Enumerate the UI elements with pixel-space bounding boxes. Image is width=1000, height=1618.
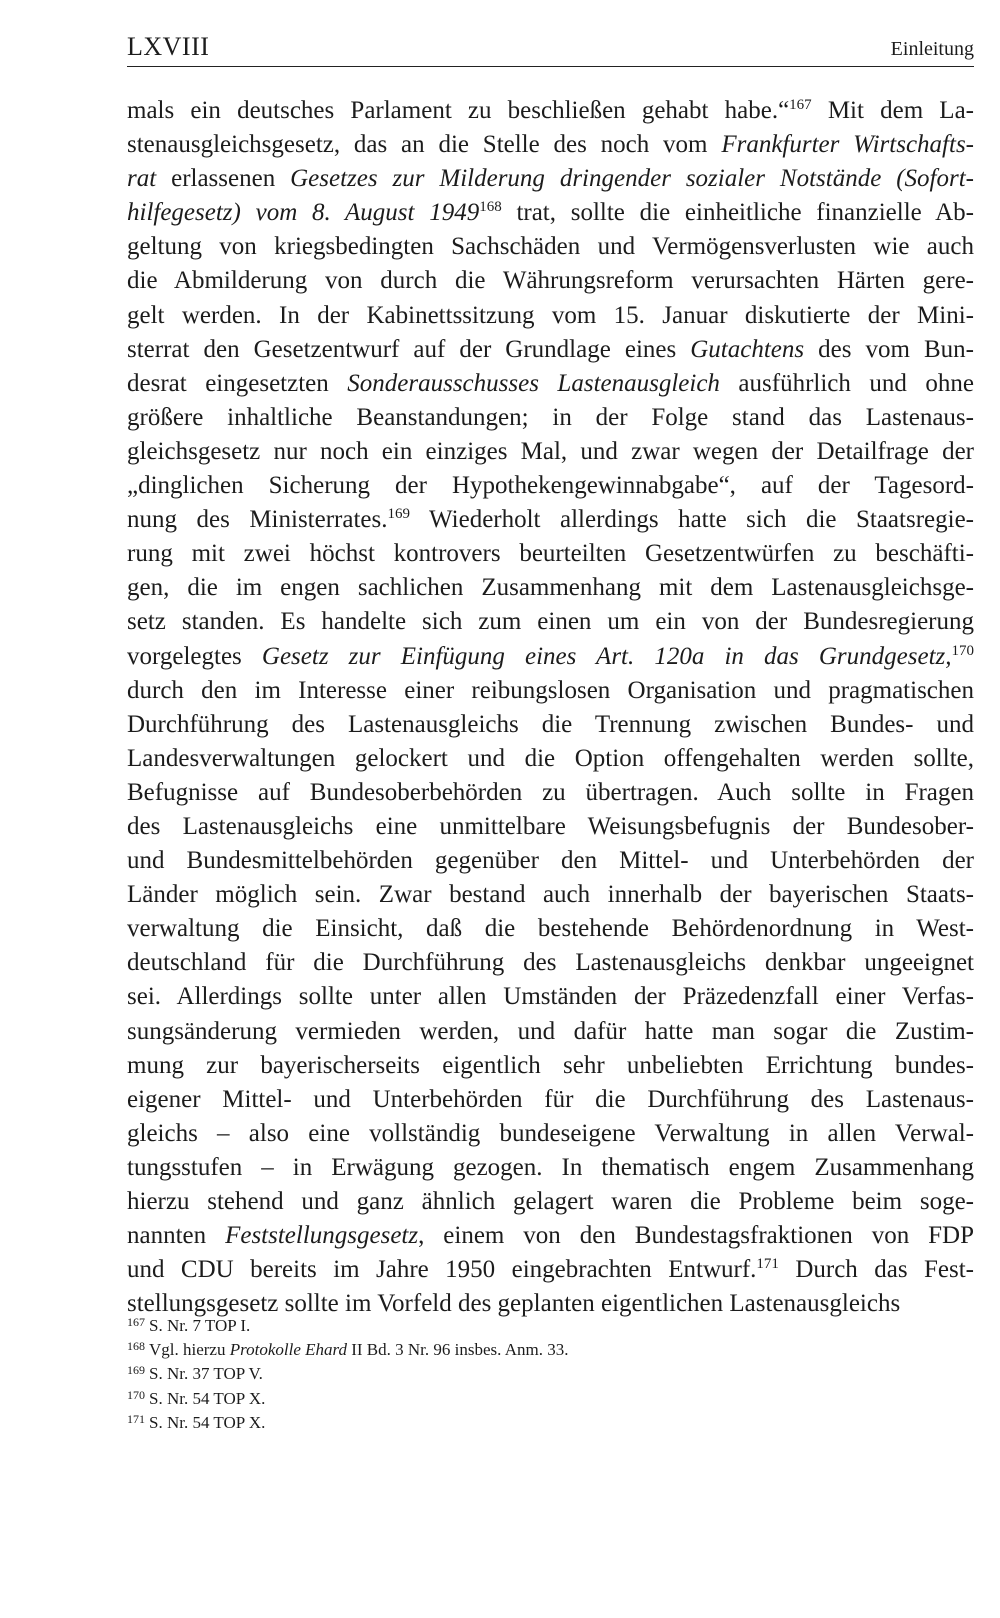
- text-run: und CDU bereits im Jahre 1950 eingebrachten Entwurf.: [127, 1256, 757, 1284]
- text-run: gen, die im engen sachlichen Zusammenhang mit dem Lastenausgleichsge-: [127, 574, 974, 602]
- footnote-ref: 169: [387, 506, 410, 523]
- italic-text: Gesetz zur Einfügung eines Art. 120a in das Grundgesetz,: [261, 642, 952, 670]
- running-header: [127, 30, 974, 67]
- text-line: [127, 401, 974, 435]
- text-line: [127, 1219, 974, 1253]
- text-run: Durch das Fest-: [778, 1256, 974, 1284]
- text-run: und Bundesmittelbehörden gegenüber den Mittel- und Unterbehörden der: [127, 847, 974, 875]
- text-run: Länder möglich sein. Zwar bestand auch innerhalb der bayerischen Staats-: [127, 881, 974, 909]
- italic-text: Sonderausschusses Lastenausgleich: [347, 369, 720, 397]
- text-run: ausführlich und ohne: [719, 369, 974, 397]
- text-run: verwaltung die Einsicht, daß die bestehende Behördenordnung in West-: [127, 915, 974, 943]
- footnote-number: 167: [127, 1315, 145, 1329]
- footnote-number: 168: [127, 1339, 145, 1354]
- text-run: setz standen. Es handelte sich zum einen um ein von der Bundesregierung: [127, 608, 974, 636]
- text-run: gleichs – also eine vollständig bundeseigene Verwaltung in allen Verwal-: [127, 1119, 974, 1147]
- text-run: S. Nr. 37 TOP V.: [149, 1364, 263, 1384]
- text-run: sungsänderung vermieden werden, und dafür hatte man sogar die Zustim-: [127, 1017, 974, 1045]
- text-line: [127, 571, 974, 605]
- text-line: [127, 1185, 974, 1219]
- text-line: [127, 1253, 974, 1287]
- text-line: [127, 946, 974, 980]
- footnote: [127, 1383, 974, 1407]
- italic-text: Gesetzes zur Milderung dringender sozialer Notstände (Sofort-: [290, 165, 974, 193]
- text-run: erlassenen: [156, 165, 291, 193]
- text-line: [127, 469, 974, 503]
- text-line: [127, 1151, 974, 1185]
- text-run: nung des Ministerrates.: [127, 506, 388, 534]
- footnote: [127, 1334, 974, 1358]
- text-line: [127, 1117, 974, 1151]
- text-run: desrat eingesetzten: [127, 369, 348, 397]
- text-run: trat, sollte die einheitliche finanzielle Ab-: [501, 199, 975, 227]
- text-line: [127, 1083, 974, 1117]
- text-run: S. Nr. 54 TOP X.: [149, 1412, 266, 1432]
- footnote-number: 171: [127, 1411, 145, 1426]
- italic-text: rat: [127, 165, 157, 193]
- footnote: [127, 1407, 974, 1431]
- text-line: [127, 537, 974, 571]
- text-run: gleichsgesetz nur noch ein einziges Mal, und zwar wegen der Detailfrage der: [127, 437, 974, 465]
- text-line: [127, 128, 974, 162]
- body-text: [127, 94, 974, 1321]
- text-line: [127, 367, 974, 401]
- italic-text: Protokolle Ehard: [229, 1340, 347, 1360]
- italic-text: hilfegesetz) vom 8. August 1949: [127, 199, 480, 227]
- footnote: [127, 1358, 974, 1382]
- text-line: [127, 708, 974, 742]
- text-line: [127, 844, 974, 878]
- text-run: die Abmilderung von durch die Währungsreform verursachten Härten gere-: [127, 267, 974, 295]
- text-run: „dinglichen Sicherung der Hypothekengewinnabgabe“, auf der Tagesord-: [127, 472, 974, 500]
- text-line: [127, 878, 974, 912]
- text-run: deutschland für die Durchführung des Lastenausgleichs denkbar ungeeignet: [127, 949, 974, 977]
- text-run: durch den im Interesse einer reibungslosen Organisation und pragmatischen: [127, 676, 974, 704]
- text-run: Durchführung des Lastenausgleichs die Trennung zwischen Bundes- und: [127, 710, 974, 738]
- text-line: [127, 333, 974, 367]
- text-line: [127, 94, 974, 128]
- footnote-number: 169: [127, 1363, 145, 1378]
- text-line: [127, 1049, 974, 1083]
- text-run: , einem von den Bundestagsfraktionen von FDP: [418, 1222, 974, 1250]
- text-run: mals ein deutsches Parlament zu beschließen gehabt habe.“: [127, 97, 790, 124]
- page-number: LXVIII: [127, 32, 210, 61]
- text-run: Befugnisse auf Bundesoberbehörden zu übertragen. Auch sollte in Fragen: [127, 778, 974, 806]
- text-line: [127, 912, 974, 946]
- text-line: [127, 674, 974, 708]
- text-line: [127, 162, 974, 196]
- text-line: [127, 230, 974, 264]
- text-run: gelt werden. In der Kabinettssitzung vom 15. Januar diskutierte der Mini-: [127, 301, 974, 329]
- text-run: nannten: [127, 1222, 226, 1250]
- text-run: mung zur bayerischerseits eigentlich sehr unbeliebten Errichtung bundes-: [127, 1051, 974, 1079]
- text-line: [127, 264, 974, 298]
- text-line: [127, 810, 974, 844]
- text-line: [127, 435, 974, 469]
- text-run: II Bd. 3 Nr. 96 insbes. Anm. 33.: [346, 1340, 569, 1360]
- footnote-ref: 167: [789, 97, 812, 113]
- section-title: Einleitung: [890, 38, 974, 60]
- text-line: [127, 503, 974, 537]
- text-run: vorgelegtes: [127, 642, 262, 670]
- footnote-ref: 170: [951, 642, 974, 659]
- text-line: [127, 980, 974, 1014]
- text-line: [127, 299, 974, 333]
- text-run: tungsstufen – in Erwägung gezogen. In thematisch engem Zusammenhang: [127, 1153, 974, 1181]
- text-line: [127, 742, 974, 776]
- text-run: Landesverwaltungen gelockert und die Option offengehalten werden sollte,: [127, 744, 974, 772]
- text-run: des Lastenausgleichs eine unmittelbare Weisungsbefugnis der Bundesober-: [127, 812, 974, 840]
- text-run: sterrat den Gesetzentwurf auf der Grundlage eines: [127, 335, 691, 363]
- text-run: S. Nr. 7 TOP I.: [149, 1316, 251, 1335]
- text-line: [127, 640, 974, 674]
- footnotes: [127, 1310, 974, 1431]
- italic-text: Frankfurter Wirtschafts-: [721, 131, 974, 159]
- text-run: stellungsgesetz sollte im Vorfeld des geplanten eigentlichen Lastenausgleichs: [127, 1290, 901, 1318]
- text-line: [127, 776, 974, 810]
- footnote: [127, 1310, 974, 1334]
- text-run: Mit dem La-: [811, 97, 974, 124]
- text-line: [127, 605, 974, 639]
- text-run: hierzu stehend und ganz ähnlich gelagert waren die Probleme beim soge-: [127, 1188, 974, 1215]
- text-run: eigener Mittel- und Unterbehörden für die Durchführung des Lastenaus-: [127, 1085, 974, 1113]
- text-run: Wiederholt allerdings hatte sich die Staatsregie-: [410, 506, 974, 534]
- text-line: [127, 1015, 974, 1049]
- text-line: [127, 196, 974, 230]
- footnote-number: 170: [127, 1387, 145, 1402]
- text-run: Vgl. hierzu: [149, 1340, 230, 1360]
- italic-text: Feststellungsgesetz: [225, 1222, 419, 1250]
- text-run: S. Nr. 54 TOP X.: [149, 1388, 266, 1408]
- text-run: sei. Allerdings sollte unter allen Umständen der Präzedenzfall einer Verfas-: [127, 983, 974, 1011]
- footnote-ref: 168: [479, 199, 502, 216]
- text-run: rung mit zwei höchst kontrovers beurteilten Gesetzentwürfen zu beschäfti-: [127, 540, 974, 568]
- text-run: stenausgleichsgesetz, das an die Stelle des noch vom: [127, 131, 722, 159]
- footnote-ref: 171: [756, 1256, 779, 1273]
- text-run: geltung von kriegsbedingten Sachschäden und Vermögensverlusten wie auch: [127, 233, 974, 261]
- text-run: größere inhaltliche Beanstandungen; in der Folge stand das Lastenaus-: [127, 403, 974, 431]
- italic-text: Gutachtens: [690, 335, 805, 363]
- text-run: des vom Bun-: [804, 335, 974, 363]
